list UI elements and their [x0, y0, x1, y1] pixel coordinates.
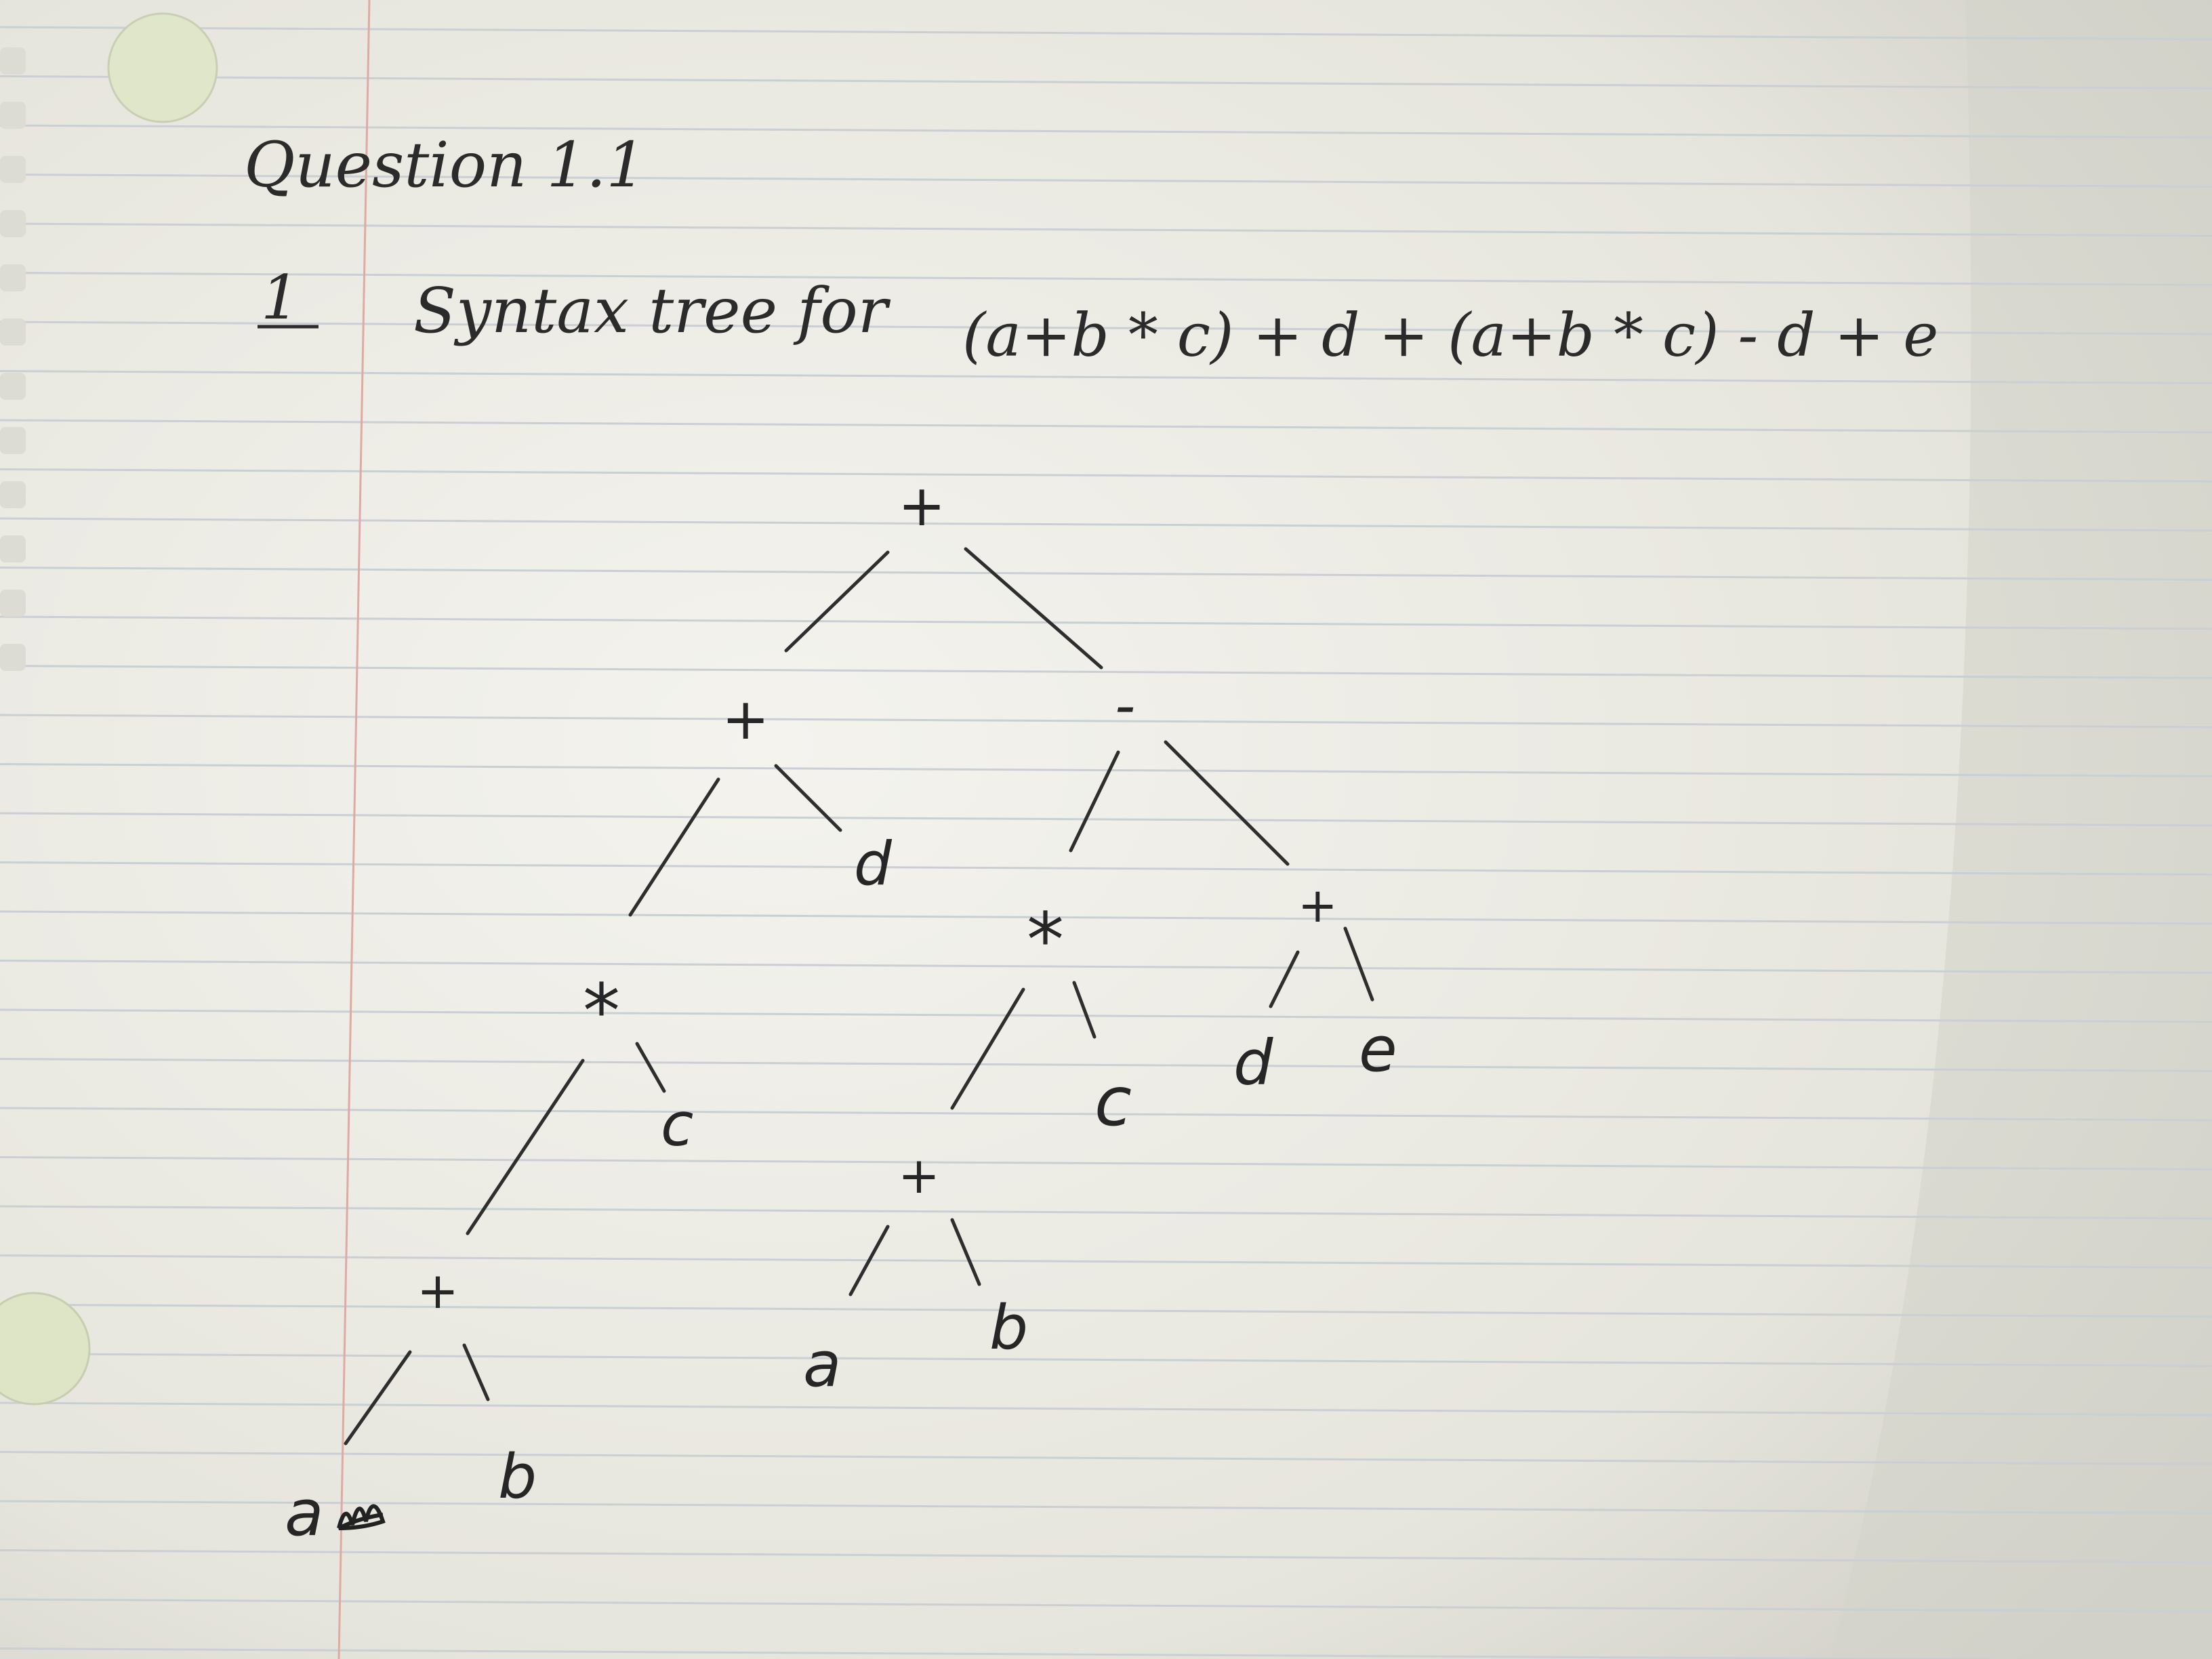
- perforation: [0, 210, 26, 237]
- node-right-mul: *: [1027, 897, 1064, 983]
- node-right-e: e: [1359, 1013, 1397, 1086]
- node-right-c: c: [1094, 1062, 1132, 1141]
- node-left-mul: *: [583, 968, 620, 1054]
- node-left-c: c: [661, 1090, 694, 1160]
- node-root: +: [898, 472, 946, 539]
- perforation: [0, 535, 26, 562]
- node-left-a: a: [285, 1477, 324, 1551]
- node-right-b: b: [989, 1292, 1029, 1364]
- binder-hole-top: [108, 14, 217, 122]
- node-left-plus: +: [722, 686, 770, 752]
- question-heading: Question 1.1: [244, 129, 646, 201]
- node-right-plus: +: [1298, 878, 1338, 933]
- perforation: [0, 427, 26, 454]
- node-right-a: a: [803, 1328, 842, 1401]
- node-right-d: d: [1233, 1027, 1273, 1099]
- perforation: [0, 481, 26, 508]
- node-minus: -: [1115, 672, 1136, 739]
- node-left-b: b: [498, 1441, 537, 1513]
- perforation: [0, 102, 26, 129]
- perforation: [0, 47, 26, 75]
- expression: (a+b * c) + d + (a+b * c) - d + e: [962, 300, 1939, 370]
- perforation: [0, 644, 26, 671]
- perforation: [0, 373, 26, 400]
- perforation: [0, 264, 26, 291]
- node-left-d: d: [854, 829, 892, 899]
- item-number: 1: [261, 262, 300, 333]
- item-text: Syntax tree for: [413, 274, 888, 347]
- node-left-inner-plus: +: [417, 1262, 459, 1320]
- perforation: [0, 156, 26, 183]
- perforation: [0, 319, 26, 346]
- node-right-inner-plus: +: [898, 1147, 941, 1205]
- perforation: [0, 590, 26, 617]
